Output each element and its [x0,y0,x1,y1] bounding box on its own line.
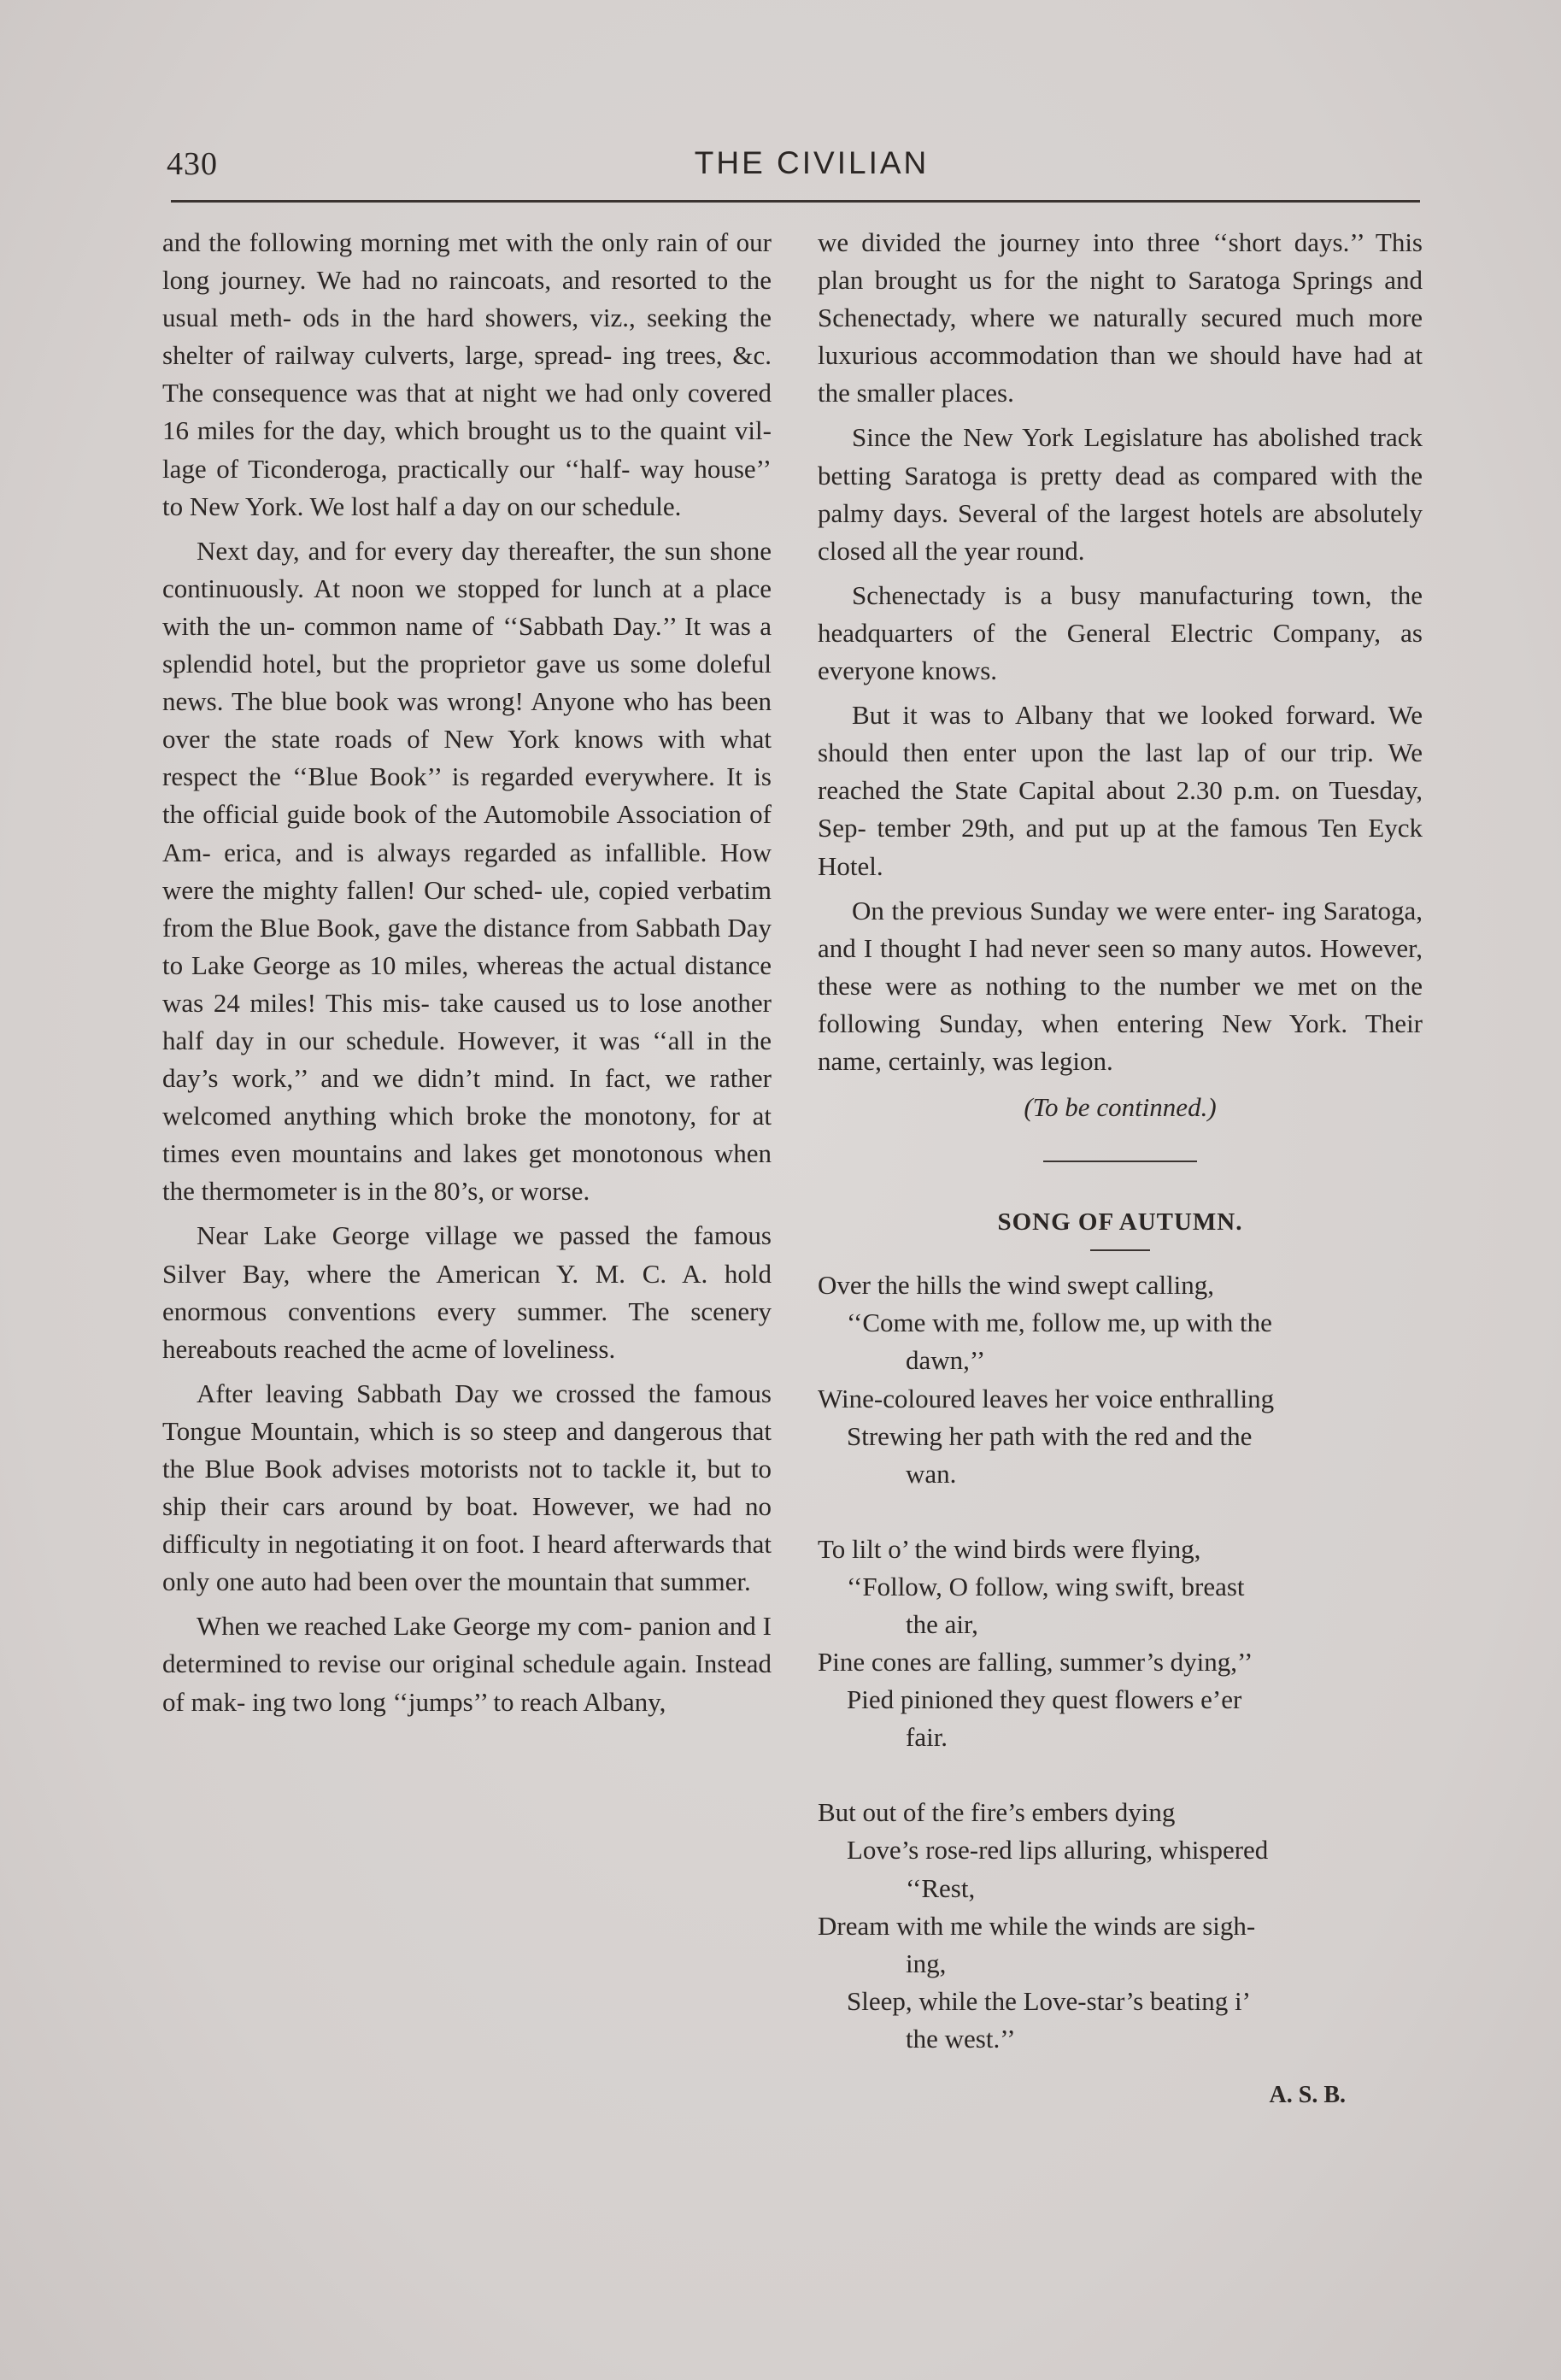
poem-line: Pied pinioned they quest flowers e’er [847,1684,1242,1715]
paragraph: and the following morning met with the only rain of our long journey. We had no raincoats, and resorted to the usual meth- ods in the hard showers, viz., seeking the shelter of railway culverts, large, spread- ing trees, &c. The consequence was that at night we had only covered 16 miles for the day, which brought us to the quaint vil- lage of Ticonderoga, practically our ‘‘half- way house’’ to New York. We lost half a day on our schedule. [162,227,772,521]
poem-line: Strewing her path with the red and the [847,1420,1253,1451]
poem-stanza [818,1531,1423,1757]
poem-line: Love’s rose-red lips alluring, whispered [847,1835,1269,1866]
poem-stanza [818,1266,1423,1493]
section-divider [1043,1161,1197,1162]
paragraph: After leaving Sabbath Day we crossed the famous Tongue Mountain, which is so steep and dangerous that the Blue Book advises motorists not to tackle it, but to ship their cars around by boat. However, we had no difficulty in negotiating it on foot. I heard afterwards that only one auto had been over the mountain that summer. [162,1378,772,1597]
poem-line: Over the hills the wind swept calling, [818,1270,1215,1301]
poem-line: fair. [906,1722,948,1753]
poem-line: To lilt o’ the wind birds were flying, [818,1533,1201,1564]
poem-signature: A. S. B. [1269,2082,1346,2109]
title-rule [1090,1249,1150,1251]
poem-line: ing, [906,1948,947,1978]
right-column [818,224,1423,2114]
paragraph: Schenectady is a busy manufacturing town, the headquarters of the General Electric Company, as everyone knows. [818,579,1423,686]
poem-line: Dream with me while the winds are sigh- [818,1910,1256,1941]
paragraph: Next day, and for every day thereafter, the sun shone continuously. At noon we stopped for lunch at a place with the un- common name of ‘‘Sabbath Day.’’ It was a splendid hotel, but the proprietor gave us some doleful news. The blue book was wrong! Anyone who has been over the state roads of New York knows with what respect the ‘‘Blue Book’’ is regarded everywhere. It is the official guide book of the Automobile Association of Am- erica, and is always regarded as infallible. How were the mighty fallen! Our sched- ule, copied verbatim from the Blue Book, gave the distance from Sabbath Day to Lake George as 10 miles, whereas the actual distance was 24 miles! This mis- take caused us to lose another half day in our schedule. However, it was ‘‘all in the day’s work,’’ and we didn’t mind. In fact, we rather welcomed anything which broke the monotony, for at times even mountains and lakes get monotonous when the thermometer is in the 80’s, or worse. [162,535,772,1207]
header-rule [171,200,1420,203]
poem-stanza [818,1794,1423,2058]
poem-line: Sleep, while the Love-star’s beating i’ [847,1985,1251,2016]
left-column [162,224,772,1728]
paragraph: But it was to Albany that we looked forward. We should then enter upon the last lap of our trip. We reached the State Capital about 2.30 p.m. on Tuesday, Sep- tember 29th, and put up at the famous Ten Eyck Hotel. [818,700,1423,881]
poem-line: Pine cones are falling, summer’s dying,’’ [818,1647,1253,1678]
paragraph: When we reached Lake George my com- panion and I determined to revise our original schedule again. Instead of mak- ing two long ‘‘jumps’’ to reach Albany, [162,1611,772,1717]
poem [818,1266,1423,2058]
poem-line: the west.’’ [906,2023,1016,2054]
running-head: THE CIVILIAN [694,145,930,180]
paragraph: we divided the journey into three ‘‘short days.’’ This plan brought us for the night to Saratoga Springs and Schenectady, where we naturally secured much more luxurious accommodation than we should have had at the smaller places. [818,227,1423,408]
paragraph: Since the New York Legislature has abolished track betting Saratoga is pretty dead as compared with the palmy days. Several of the largest hotels are absolutely closed all the year round. [818,422,1423,566]
poem-line: wan. [906,1458,957,1489]
poem-line: the air, [906,1609,978,1639]
poem-title: SONG OF AUTUMN. [997,1208,1243,1237]
page-number: 430 [167,146,218,182]
paragraph: On the previous Sunday we were enter- ing Saratoga, and I thought I had never seen so many autos. However, these were as nothing to the number we met on the following Sunday, when entering New York. Their name, certainly, was legion. [818,895,1423,1076]
poem-line: ‘‘Rest, [906,1872,976,1903]
poem-line: ‘‘Follow, O follow, wing swift, breast [847,1571,1245,1601]
paragraph: Near Lake George village we passed the famous Silver Bay, where the American Y. M. C. A. hold enormous conventions every summer. The scenery hereabouts reached the acme of loveliness. [162,1220,772,1364]
poem-line: Wine-coloured leaves her voice enthralling [818,1383,1275,1413]
poem-line: ‘‘Come with me, follow me, up with the [847,1308,1272,1338]
poem-line: But out of the fire’s embers dying [818,1797,1176,1828]
poem-line: dawn,’’ [906,1345,986,1376]
to-be-continued-note: (To be continned.) [1024,1092,1217,1123]
